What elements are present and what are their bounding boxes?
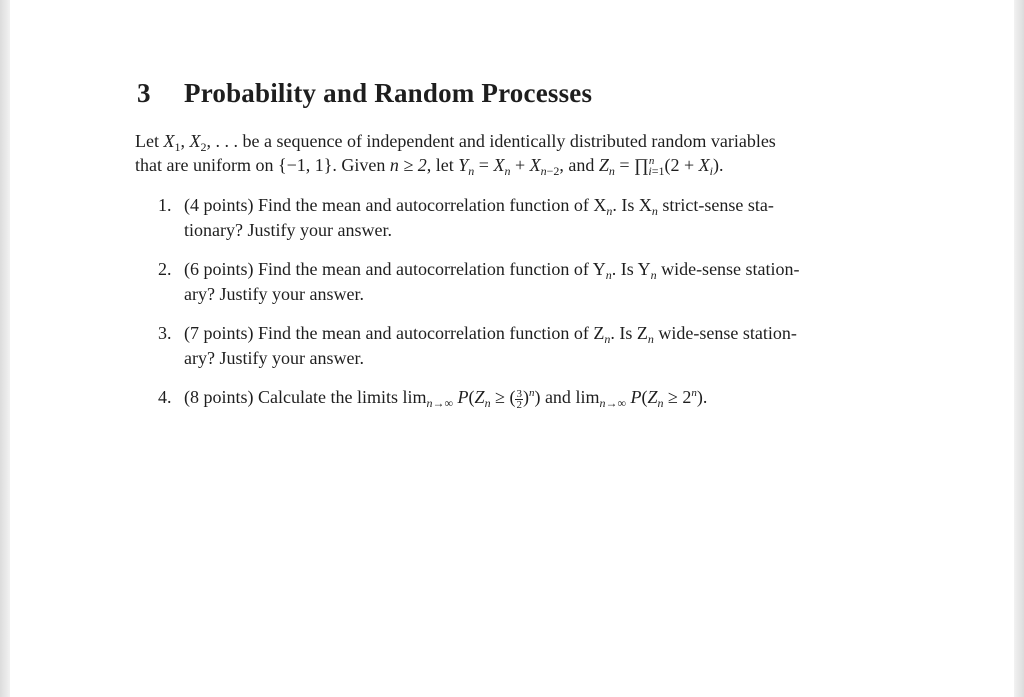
problem-text: (7 points) Find the mean and autocorrelation function of $Z_n$. Is $Z_n$ wide-sense station- ary? Justify your answer. — [184, 323, 797, 368]
problem-text: (8 points) Calculate the limits $\lim_{n\to\infty} P(Z_n$ ≥ ( $\frac{3}{2}$ )$^n$) and $\lim_{n\to\infty} P(Z_n \ge 2^n)$. — [184, 387, 708, 411]
problem-text: (6 points) Find the mean and autocorrelation function of $Y_n$. Is $Y_n$ wide-sense station- ary? Justify your answer. — [184, 259, 800, 304]
problem-number: 4. — [158, 387, 172, 407]
problem-text: (4 points) Find the mean and autocorrelation function of $X_n$. Is $X_n$ strict-sense sta- tionary? Justify your answer. — [184, 195, 774, 240]
problem-item-3 — [158, 321, 918, 371]
section-heading — [137, 78, 592, 109]
intro-line-1: Let $X_1$, $X_2$, . . . be a sequence of independent and identically distributed random variables — [135, 131, 776, 154]
problem-number: 1. — [158, 195, 172, 215]
problem-item-4 — [158, 385, 918, 410]
page-edge-left — [0, 0, 10, 697]
problem-item-2 — [158, 257, 918, 307]
paper-page — [10, 0, 1014, 697]
section-title: Probability and Random Processes — [184, 78, 593, 108]
page-edge-right — [1014, 0, 1024, 697]
section-number: 3 — [137, 78, 151, 108]
problem-item-1 — [158, 193, 918, 243]
intro-paragraph — [135, 129, 915, 177]
intro-line-2: that are uniform on {−1, 1}. Given n ≥ 2, let $Y_n = X_n + X_{n-2}$, and $Z_n$ = ∏$^n_{i=1}$(2 + $X_i$). — [135, 155, 724, 178]
problem-number: 3. — [158, 323, 172, 343]
problem-number: 2. — [158, 259, 172, 279]
